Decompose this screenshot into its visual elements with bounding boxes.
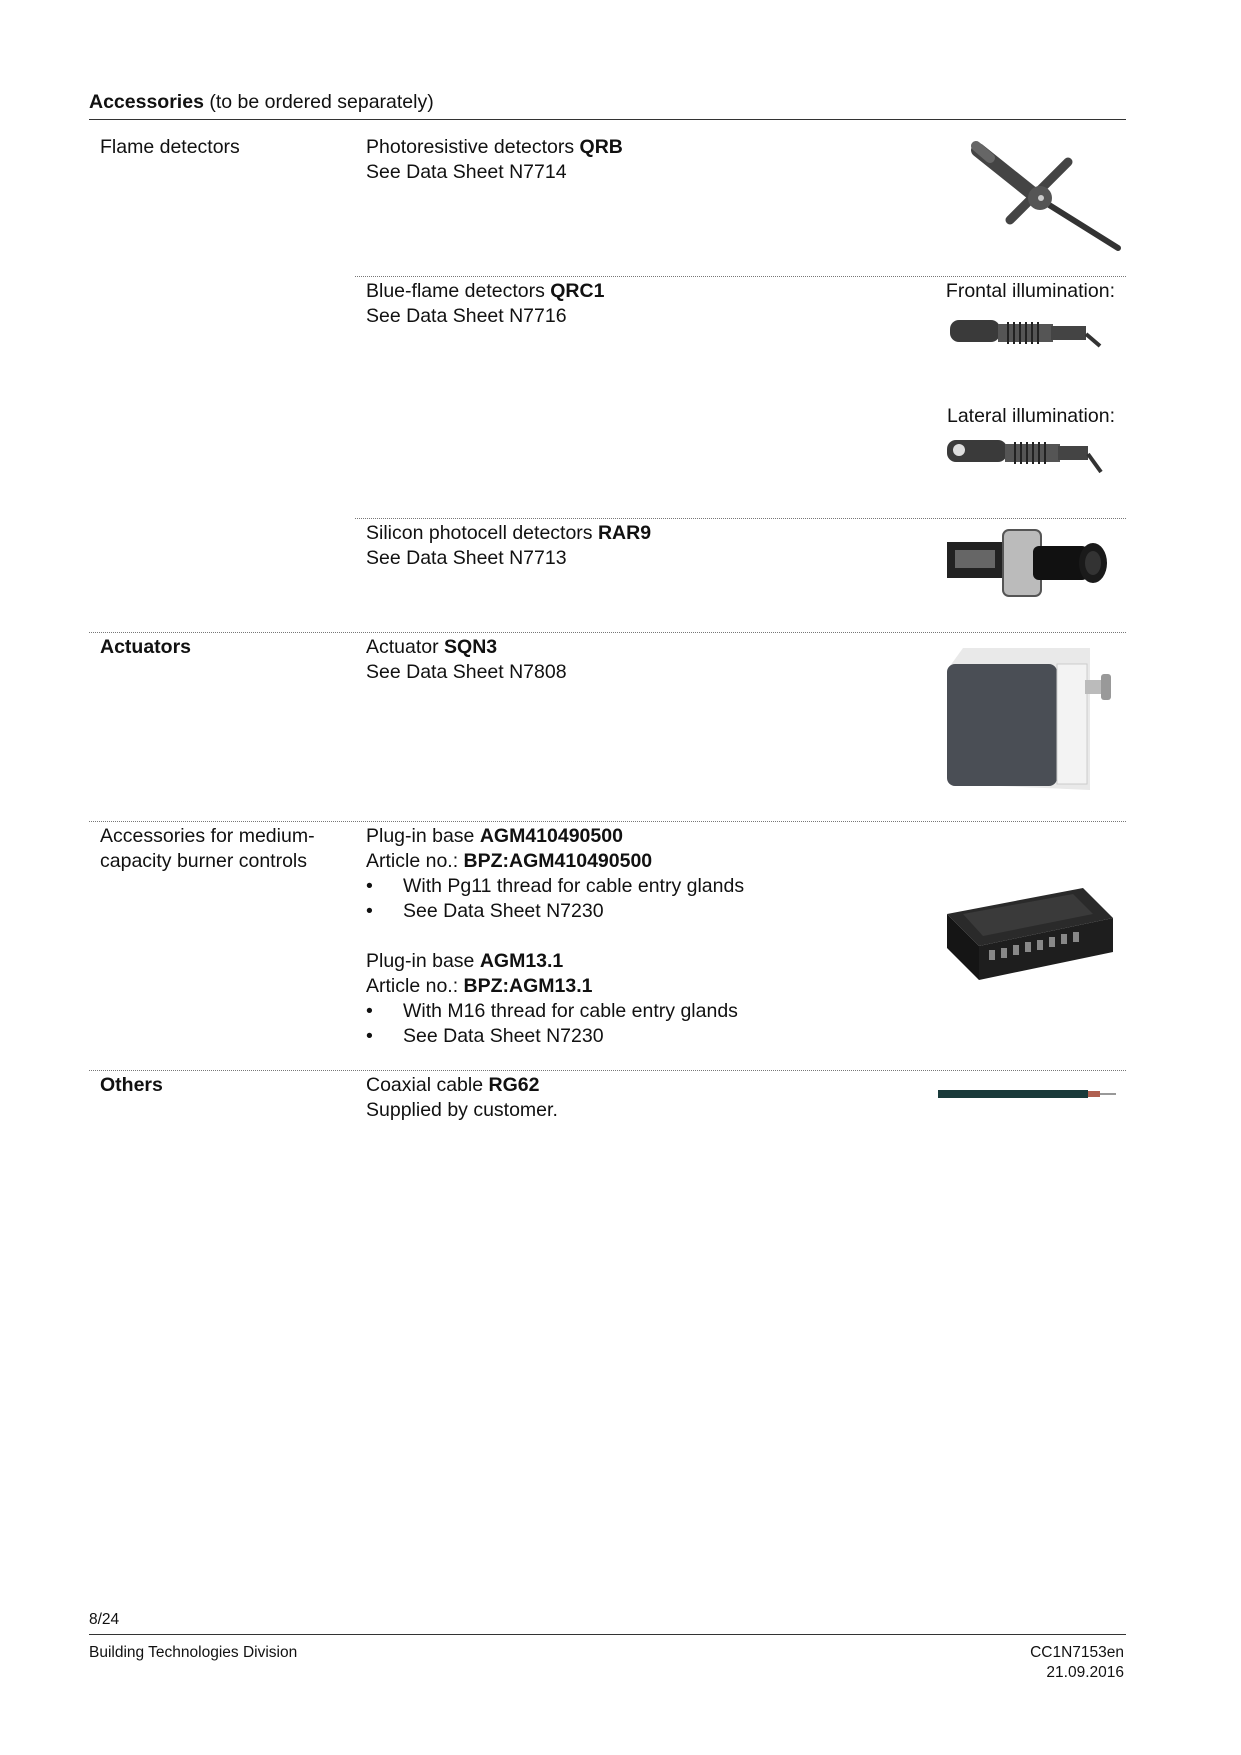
plug-in-base-image <box>943 884 1115 984</box>
row-label-medium-line1: Accessories for medium- <box>100 825 315 847</box>
divider-qrc <box>355 276 1126 277</box>
divider-others <box>89 1070 1126 1071</box>
agm13-article: Article no.: BPZ:AGM13.1 <box>366 975 593 997</box>
coaxial-cable-image <box>938 1088 1118 1100</box>
qrb-detector-image <box>968 140 1123 255</box>
rg62-title: Coaxial cable RG62 <box>366 1074 540 1096</box>
qrc-frontal-image <box>948 312 1103 362</box>
footer-doc-id: CC1N7153en <box>1030 1644 1124 1661</box>
header-rule <box>89 119 1126 120</box>
divider-medium <box>89 821 1126 822</box>
divider-rar <box>355 518 1126 519</box>
agm410-title: Plug-in base AGM410490500 <box>366 825 623 847</box>
row-label-flame-detectors: Flame detectors <box>100 136 240 158</box>
rar-title: Silicon photocell detectors RAR9 <box>366 522 652 544</box>
divider-actuators <box>89 632 1126 633</box>
agm410-article: Article no.: BPZ:AGM410490500 <box>366 850 653 872</box>
rg62-note: Supplied by customer. <box>366 1099 558 1121</box>
qrc-lateral-image <box>945 432 1105 487</box>
agm410-bullet-2: • See Data Sheet N7230 <box>366 900 604 922</box>
qrb-datasheet: See Data Sheet N7714 <box>366 161 567 183</box>
agm13-bullet-2: • See Data Sheet N7230 <box>366 1025 604 1047</box>
qrb-title: Photoresistive detectors QRB <box>366 136 623 158</box>
agm410-bullet-1: • With Pg11 thread for cable entry glands <box>366 875 745 897</box>
lateral-illumination-label: Lateral illumination: <box>946 405 1115 427</box>
footer-date: 21.09.2016 <box>1046 1664 1124 1681</box>
footer-division: Building Technologies Division <box>89 1644 298 1661</box>
rar-detector-image <box>943 524 1113 604</box>
frontal-illumination-label: Frontal illumination: <box>945 280 1115 302</box>
row-label-actuators: Actuators <box>100 636 192 658</box>
actuator-sqn3-image <box>945 644 1115 792</box>
row-label-others: Others <box>100 1074 163 1096</box>
agm13-bullet-1: • With M16 thread for cable entry glands <box>366 1000 738 1022</box>
qrc-datasheet: See Data Sheet N7716 <box>366 305 567 327</box>
section-title: Accessories (to be ordered separately) <box>89 91 434 113</box>
rar-datasheet: See Data Sheet N7713 <box>366 547 567 569</box>
sqn3-title: Actuator SQN3 <box>366 636 498 658</box>
page-number: 8/24 <box>89 1611 120 1628</box>
sqn3-datasheet: See Data Sheet N7808 <box>366 661 567 683</box>
row-label-medium-line2: capacity burner controls <box>100 850 308 872</box>
agm13-title: Plug-in base AGM13.1 <box>366 950 564 972</box>
qrc-title: Blue-flame detectors QRC1 <box>366 280 605 302</box>
footer-rule <box>89 1634 1126 1635</box>
